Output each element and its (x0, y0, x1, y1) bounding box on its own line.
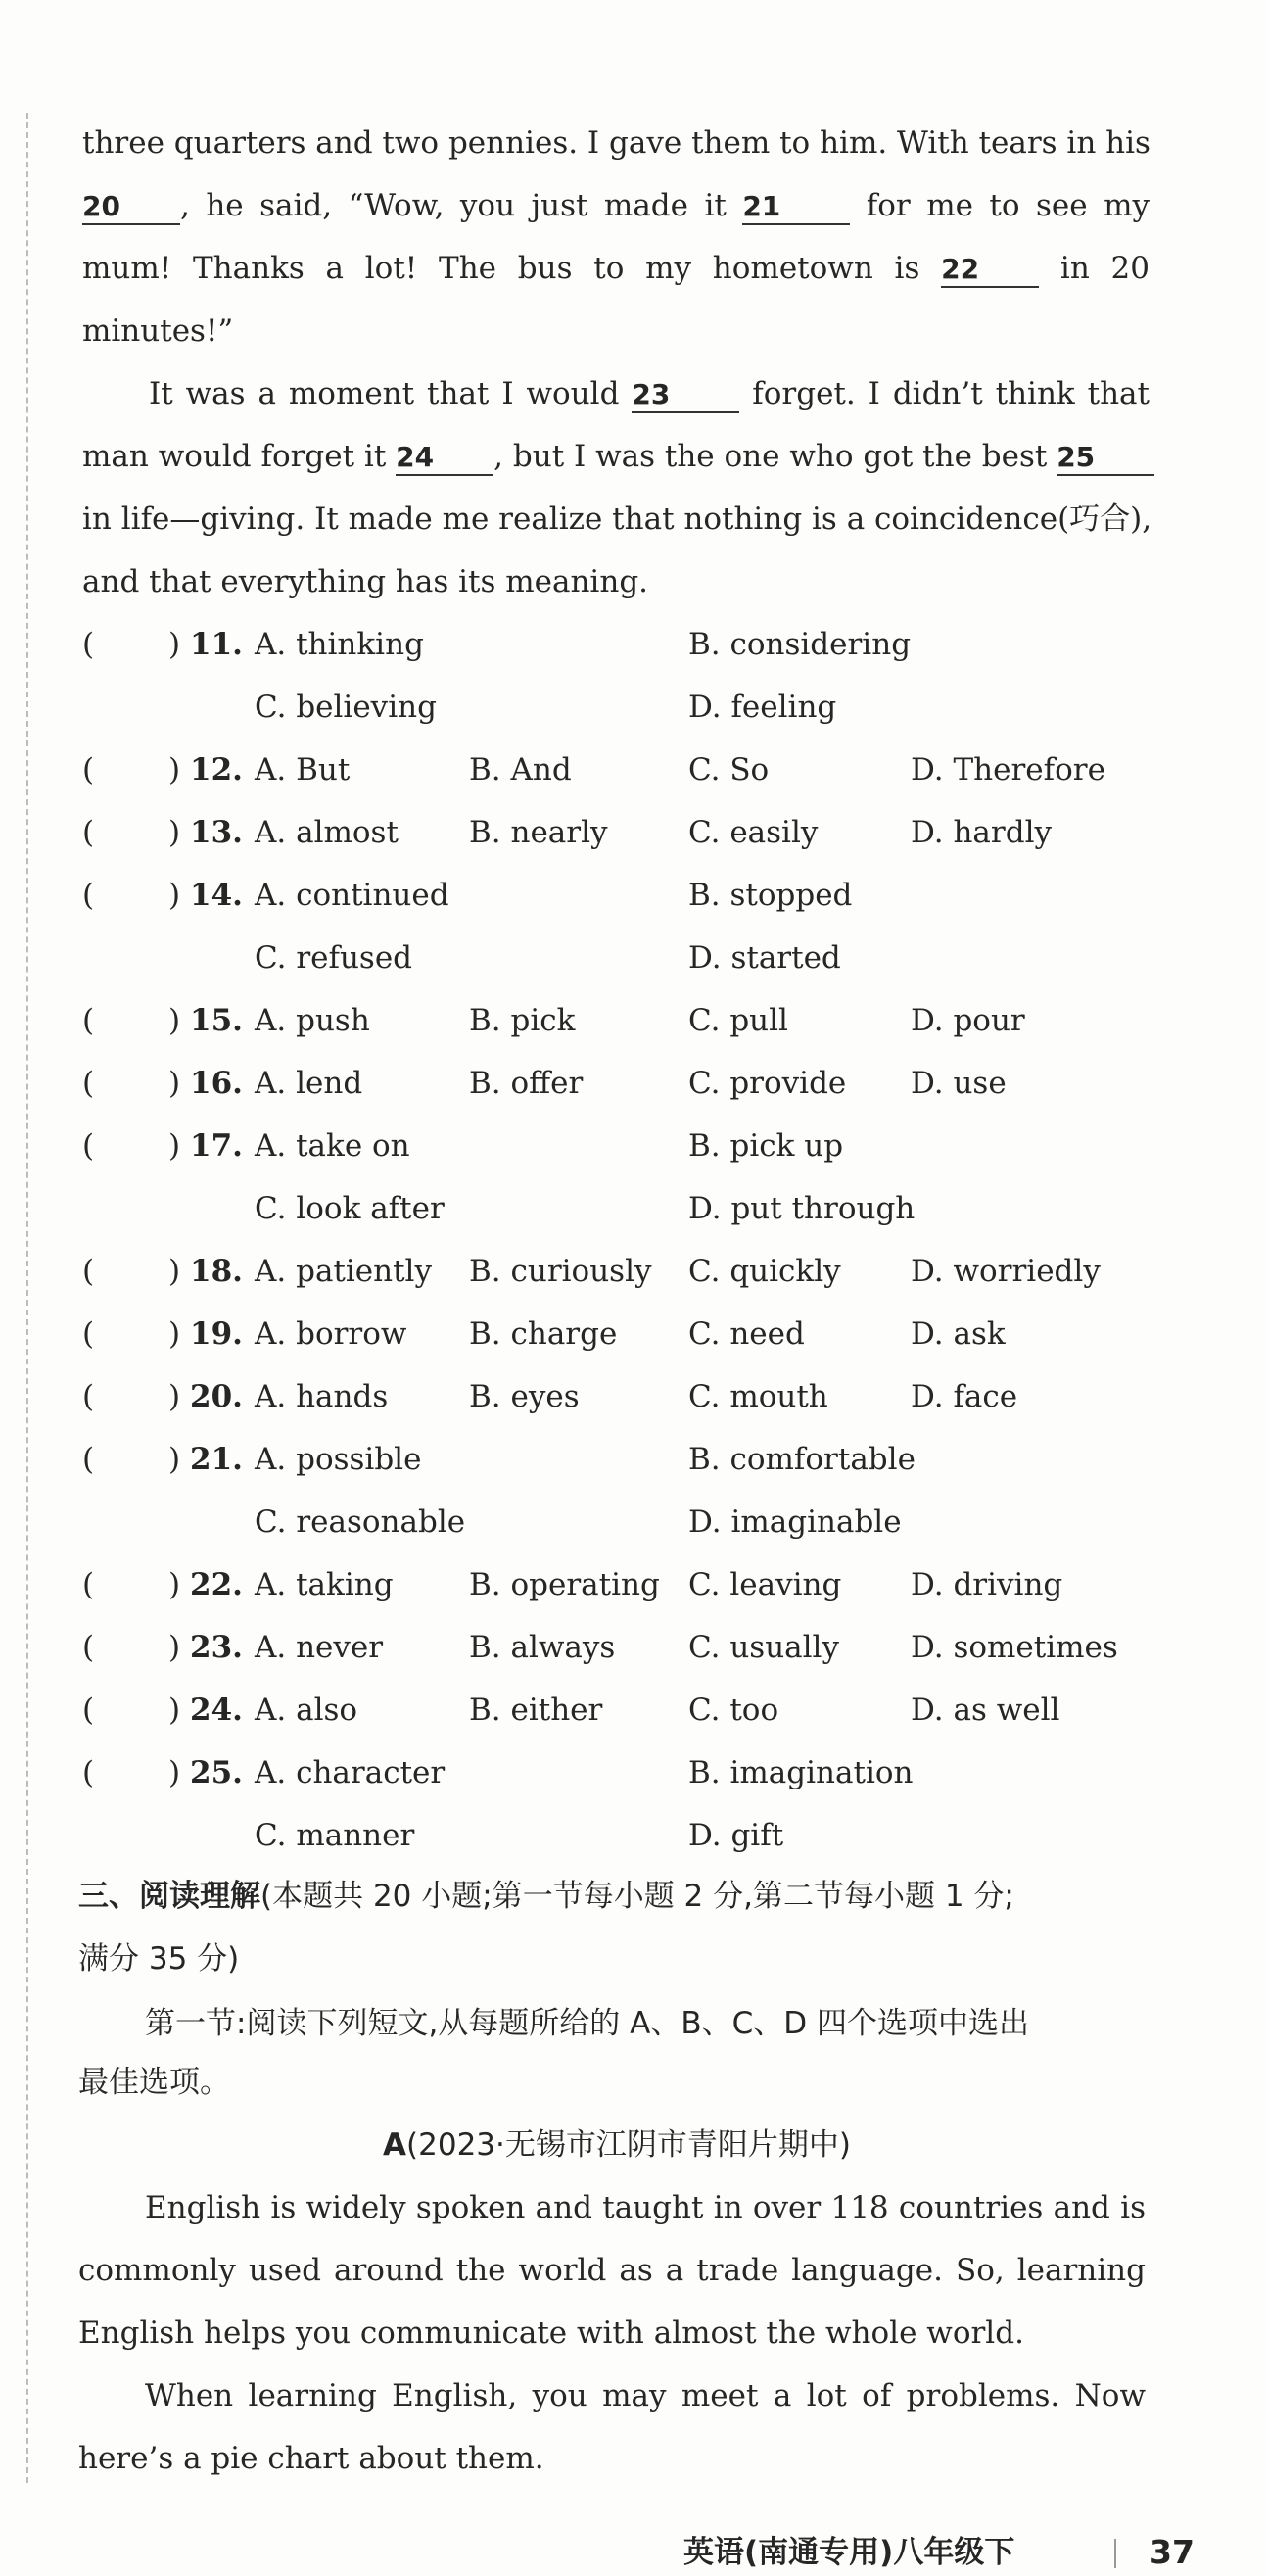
question-number: 17. (190, 1128, 243, 1164)
answer-paren-right[interactable]: ) (168, 1316, 181, 1352)
option-a: A. also (255, 1693, 358, 1728)
instruction-line-1 (145, 2002, 1153, 2045)
answer-paren-left[interactable]: ( (82, 1630, 95, 1665)
answer-paren-right[interactable]: ) (168, 752, 181, 787)
option-c: C. believing (255, 690, 437, 725)
para-text: English helps you communicate with almost the whole world. (78, 2315, 1024, 2351)
para-text: English is widely spoken and taught in over 118 countries and is (145, 2190, 1146, 2225)
option-c: C. quickly (688, 1254, 841, 1289)
option-a: A. push (255, 1003, 370, 1038)
question-number: 16. (190, 1066, 243, 1101)
option-d: D. imaginable (688, 1504, 902, 1540)
option-a: A. patiently (255, 1254, 432, 1289)
question-row (82, 1753, 1159, 1792)
passage-text: in 20 (1039, 251, 1150, 286)
answer-paren-left[interactable]: ( (82, 1379, 95, 1414)
passage-label: A (383, 2127, 407, 2163)
para1-line-2 (78, 2251, 1146, 2290)
answer-paren-right[interactable]: ) (168, 1693, 181, 1728)
option-b: B. either (469, 1693, 603, 1728)
option-c: C. refused (255, 940, 413, 976)
option-d: D. worriedly (911, 1254, 1101, 1289)
answer-paren-left[interactable]: ( (82, 1316, 95, 1352)
question-row (82, 1252, 1159, 1291)
section-title-line-2 (78, 1937, 1155, 1980)
option-c: C. mouth (688, 1379, 828, 1414)
option-d: D. ask (911, 1316, 1006, 1352)
passage-line-3 (82, 249, 1150, 288)
question-row (82, 625, 1159, 664)
section-note: 满分 35 分) (78, 1941, 240, 1977)
page-footer (676, 2533, 1195, 2572)
answer-paren-right[interactable]: ) (168, 878, 181, 913)
option-b: B. considering (688, 627, 912, 662)
book-title: 英语(南通专用)八年级下 (683, 2535, 1015, 2570)
para2-line-1 (78, 2376, 1146, 2415)
option-c: C. manner (255, 1818, 415, 1853)
option-a: A. almost (255, 815, 399, 850)
option-d: D. use (911, 1066, 1007, 1101)
passage-text: for me to see my (850, 188, 1150, 223)
option-a: A. continued (255, 878, 449, 913)
answer-paren-left[interactable]: ( (82, 1693, 95, 1728)
option-a: A. thinking (255, 627, 424, 662)
option-d: D. hardly (911, 815, 1052, 850)
page-number: 37 (1150, 2533, 1195, 2571)
option-c: C. easily (688, 815, 819, 850)
option-c: C. too (688, 1693, 779, 1728)
answer-paren-left[interactable]: ( (82, 815, 95, 850)
option-b: B. curiously (469, 1254, 652, 1289)
passage-text: and that everything has its meaning. (82, 564, 649, 599)
option-c: C. leaving (688, 1567, 842, 1602)
question-row (82, 1314, 1159, 1354)
blank-23[interactable]: 23 (632, 378, 739, 413)
passage-line-8 (82, 562, 1150, 601)
option-b: B. operating (469, 1567, 660, 1602)
option-a: A. borrow (255, 1316, 407, 1352)
instruction-text: 第一节:阅读下列短文,从每题所给的 A、B、C、D 四个选项中选出 (145, 2006, 1029, 2041)
question-number: 23. (190, 1630, 243, 1665)
question-row (82, 1440, 1159, 1479)
question-row (82, 1628, 1159, 1667)
para2-line-2 (78, 2439, 1146, 2478)
question-number: 19. (190, 1316, 243, 1352)
question-number: 22. (190, 1567, 243, 1602)
passage-text: mum! Thanks a lot! The bus to my hometown is (82, 251, 942, 286)
question-row-continued (82, 938, 1159, 978)
option-c: C. usually (688, 1630, 839, 1665)
passage-text: forget. I didn’t think that (739, 376, 1150, 411)
blank-24[interactable]: 24 (396, 441, 493, 476)
option-d: D. driving (911, 1567, 1063, 1602)
option-d: D. sometimes (911, 1630, 1118, 1665)
option-d: D. feeling (688, 690, 837, 725)
question-row (82, 1064, 1159, 1103)
answer-paren-left[interactable]: ( (82, 1567, 95, 1602)
passage-text: three quarters and two pennies. I gave them to him. With tears in his (82, 125, 1151, 161)
passage-text: in life—giving. It made me realize that nothing is a coincidence(巧合), (82, 501, 1152, 537)
option-b: B. pick up (688, 1128, 844, 1164)
question-row (82, 1001, 1159, 1040)
question-number: 15. (190, 1003, 243, 1038)
question-row (82, 1565, 1159, 1604)
answer-paren-right[interactable]: ) (168, 1755, 181, 1790)
option-a: A. But (255, 752, 351, 787)
answer-paren-left[interactable]: ( (82, 1066, 95, 1101)
answer-paren-right[interactable]: ) (168, 1442, 181, 1477)
question-row-continued (82, 1816, 1159, 1855)
option-b: B. pick (469, 1003, 576, 1038)
para-text: commonly used around the world as a trade language. So, learning (78, 2253, 1146, 2288)
answer-paren-right[interactable]: ) (168, 1254, 181, 1289)
answer-paren-right[interactable]: ) (168, 1630, 181, 1665)
question-number: 13. (190, 815, 243, 850)
answer-paren-left[interactable]: ( (82, 627, 95, 662)
instruction-line-2 (78, 2061, 1155, 2104)
blank-20[interactable]: 20 (82, 190, 180, 225)
question-number: 18. (190, 1254, 243, 1289)
option-c: C. provide (688, 1066, 847, 1101)
question-row-continued (82, 1503, 1159, 1542)
answer-paren-left[interactable]: ( (82, 878, 95, 913)
passage-source: (2023·无锡市江阴市青阳片期中) (406, 2127, 851, 2163)
instruction-text: 最佳选项。 (78, 2065, 230, 2100)
passage-text: minutes!” (82, 313, 234, 349)
answer-paren-right[interactable]: ) (168, 1128, 181, 1164)
answer-paren-right[interactable]: ) (168, 627, 181, 662)
question-number: 14. (190, 878, 243, 913)
answer-paren-right[interactable]: ) (168, 1066, 181, 1101)
blank-22[interactable]: 22 (941, 253, 1039, 288)
option-b: B. offer (469, 1066, 584, 1101)
option-c: C. So (688, 752, 770, 787)
answer-paren-right[interactable]: ) (168, 1567, 181, 1602)
option-a: A. take on (255, 1128, 410, 1164)
option-b: B. eyes (469, 1379, 580, 1414)
option-a: A. possible (255, 1442, 422, 1477)
passage-line-4 (82, 311, 1150, 351)
option-d: D. started (688, 940, 841, 976)
section-title: 三、阅读理解 (78, 1879, 260, 1914)
passage-text: , but I was the one who got the best (493, 439, 1057, 474)
passage-line-1 (82, 123, 1150, 163)
answer-paren-right[interactable]: ) (168, 1003, 181, 1038)
option-d: D. pour (911, 1003, 1025, 1038)
section-note: (本题共 20 小题;第一节每小题 2 分,第二节每小题 1 分; (260, 1879, 1014, 1914)
option-c: C. reasonable (255, 1504, 466, 1540)
para-text: here’s a pie chart about them. (78, 2441, 544, 2476)
question-row (82, 876, 1159, 915)
para1-line-3 (78, 2314, 1146, 2353)
answer-paren-left[interactable]: ( (82, 1442, 95, 1477)
question-row (82, 813, 1159, 852)
option-d: D. face (911, 1379, 1018, 1414)
answer-paren-left[interactable]: ( (82, 1254, 95, 1289)
option-a: A. taking (255, 1567, 394, 1602)
passage-text: It was a moment that I would (149, 376, 633, 411)
option-b: B. nearly (469, 815, 608, 850)
passage-text: , he said, “Wow, you just made it (180, 188, 743, 223)
option-d: D. Therefore (911, 752, 1105, 787)
passage-line-6 (82, 437, 1150, 476)
option-b: B. comfortable (688, 1442, 916, 1477)
question-number: 11. (190, 627, 243, 662)
option-c: C. look after (255, 1191, 445, 1226)
passage-text: man would forget it (82, 439, 397, 474)
blank-25[interactable]: 25 (1057, 441, 1154, 476)
question-row (82, 750, 1159, 789)
passage-line-2 (82, 186, 1150, 225)
section-title-line-1 (78, 1875, 1155, 1918)
question-number: 12. (190, 752, 243, 787)
option-d: D. put through (688, 1191, 916, 1226)
question-row (82, 1691, 1159, 1730)
passage-heading (78, 2123, 1155, 2167)
answer-paren-right[interactable]: ) (168, 815, 181, 850)
question-number: 20. (190, 1379, 243, 1414)
passage-line-5 (82, 374, 1150, 413)
question-row (82, 1126, 1159, 1166)
answer-paren-left[interactable]: ( (82, 1755, 95, 1790)
option-b: B. imagination (688, 1755, 914, 1790)
option-a: A. lend (255, 1066, 363, 1101)
question-number: 24. (190, 1693, 243, 1728)
question-row-continued (82, 1189, 1159, 1228)
option-d: D. as well (911, 1693, 1060, 1728)
question-number: 21. (190, 1442, 243, 1477)
option-b: B. charge (469, 1316, 618, 1352)
question-row (82, 1377, 1159, 1416)
option-c: C. pull (688, 1003, 788, 1038)
option-a: A. never (255, 1630, 384, 1665)
option-c: C. need (688, 1316, 805, 1352)
option-b: B. always (469, 1630, 616, 1665)
blank-21[interactable]: 21 (742, 190, 850, 225)
answer-paren-left[interactable]: ( (82, 1128, 95, 1164)
answer-paren-left[interactable]: ( (82, 1003, 95, 1038)
question-row-continued (82, 688, 1159, 727)
footer-divider (1114, 2539, 1116, 2568)
option-b: B. And (469, 752, 572, 787)
para1-line-1 (78, 2188, 1146, 2227)
question-number: 25. (190, 1755, 243, 1790)
option-a: A. hands (255, 1379, 389, 1414)
option-a: A. character (255, 1755, 446, 1790)
answer-paren-left[interactable]: ( (82, 752, 95, 787)
passage-line-7 (82, 500, 1150, 539)
answer-paren-right[interactable]: ) (168, 1379, 181, 1414)
option-d: D. gift (688, 1818, 784, 1853)
option-b: B. stopped (688, 878, 853, 913)
para-text: When learning English, you may meet a lot of problems. Now (145, 2378, 1146, 2413)
